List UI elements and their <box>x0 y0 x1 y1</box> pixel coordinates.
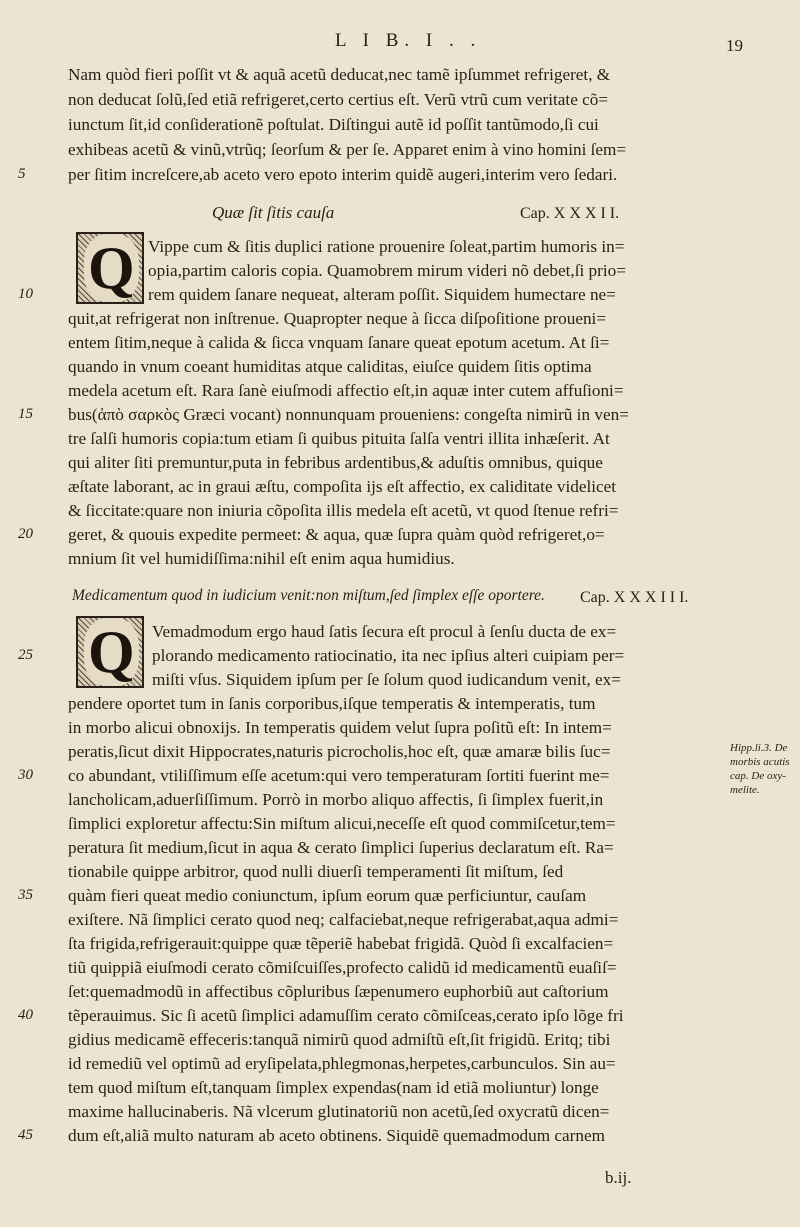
text-line: exhibeas acetũ & vinũ,vtrũq; ſeorſum & per ſe. Apparet enim à vino homini ſem= <box>68 140 627 159</box>
text-line: gidius medicamẽ effeceris:tanquã nimirũ quod admiſtũ eſt,ſit frigidũ. Eritq; tibi <box>68 1030 611 1049</box>
text-line: plorando medicamento ratiocinatio, ita nec ipſius alteri cuipiam per= <box>152 646 625 665</box>
section-heading: Quæ ſit ſitis cauſa <box>212 203 335 222</box>
text-line: tẽperauimus. Sic ſi acetũ ſimplici adamuſſim cerato cõmiſceas,cerato ipſo lõge fri <box>68 1006 624 1025</box>
chapter-label: Cap. X X X I I. <box>520 205 620 222</box>
text-line: dum eſt,aliã multo naturam ab aceto obtinens. Siquidẽ quemadmodum carnem <box>68 1126 605 1145</box>
line-number: 25 <box>18 647 33 663</box>
text-line: & ſiccitate:quare non iniuria cõpoſita illis medela eſt acetũ, vt quod ſtenue refri= <box>68 501 619 520</box>
text-line: per ſitim increſcere,ab aceto vero epoto interim quidẽ augeri,interim vero ſedari. <box>68 165 618 184</box>
text-line: quando in vnum coeant humiditas atque caliditas, eiuſce quidem ſitis optima <box>68 357 592 376</box>
text-line: iunctum ſit,id conſiderationẽ poſtulat. Diſtingui autẽ id poſſit tantũmodo,ſi cui <box>68 115 599 134</box>
text-line: quit,at refrigerat non inſtrenue. Quapropter neque à ſicca diſpoſitione proueni= <box>68 309 607 328</box>
line-number: 30 <box>18 767 33 783</box>
chapter-label: Cap. X X X I I I. <box>580 589 689 606</box>
margin-note: melite. <box>730 784 760 796</box>
text-line: geret, & quouis expedite permeet: & aqua, quæ ſupra quàm quòd refrigeret,o= <box>68 525 605 544</box>
text-line: non deducat ſolũ,ſed etiã refrigeret,certo certius eſt. Verũ vtrũ cum veritate cõ= <box>68 90 609 109</box>
line-number: 40 <box>18 1007 33 1023</box>
text-line: Vemadmodum ergo haud ſatis ſecura eſt procul à ſenſu ducta de ex= <box>152 622 617 641</box>
text-line: opia,partim caloris copia. Quamobrem mirum videri nõ debet,ſi prio= <box>148 261 626 280</box>
text-line: bus(ἀπὸ σαρκὸς Græci vocant) nonnunquam proueniens: congeſta nimirũ in ven= <box>68 405 629 424</box>
text-line: medela acetum eſt. Rara ſanè eiuſmodi affectio eſt,in aquæ inter cutem affuſioni= <box>68 381 624 400</box>
text-line: exiſtere. Nã ſimplici cerato quod neq; calfaciebat,neque refrigerabat,aqua admi= <box>68 910 619 929</box>
margin-note: Hipp.li.3. De <box>730 742 788 754</box>
text-line: in morbo alicui obnoxijs. In temperatis quidem velut ſupra poſitũ eſt: In intem= <box>68 718 612 737</box>
section-heading: Medicamentum quod in iudicium venit:non miſtum,ſed ſimplex eſſe oportere. <box>72 587 545 604</box>
line-number: 10 <box>18 286 33 302</box>
text-line: æſtate laborant, ac in graui æſtu, compoſita ijs eſt affectio, ex caliditate videlicet <box>68 477 617 496</box>
line-number: 20 <box>18 526 33 542</box>
text-line: rem quidem ſanare nequeat, alteram poſſit. Siquidem humectare ne= <box>148 285 616 304</box>
text-line: ſimplici exploretur affectu:Sin miſtum alicui,neceſſe eſt quod commiſcetur,tem= <box>68 814 616 833</box>
margin-note: morbis acutis <box>730 756 790 768</box>
catchword: b.ij. <box>605 1168 632 1187</box>
text-line: tionabile quippe arbitror, quod nulli diuerſi temperamenti ſit miſtum, ſed <box>68 862 564 881</box>
text-line: qui aliter ſiti premuntur,puta in febribus ardentibus,& aduſtis omnibus, quique <box>68 453 603 472</box>
text-line: tre ſalſi humoris copia:tum etiam ſi quibus pituita ſalſa ventri illita inhæſerit. At <box>68 429 610 448</box>
text-line: entem ſitim,neque à calida & ſicca vnquam ſanare queat epotum acetum. At ſi= <box>68 333 610 352</box>
text-line: ſta frigida,refrigerauit:quippe quæ tẽperiẽ habebat frigidã. Quòd ſi excalfacien= <box>68 934 614 953</box>
text-line: tem quod miſtum eſt,tanquam ſimplex expendas(nam id etiã moliuntur) longe <box>68 1078 599 1097</box>
text-line: maxime hallucinaberis. Nã vlcerum glutinatoriũ non acetũ,ſed oxycratũ dicen= <box>68 1102 610 1121</box>
line-number: 35 <box>18 887 33 903</box>
text-line: id remediũ vel optimũ ad eryſipelata,phlegmonas,herpetes,carbunculos. Sin au= <box>68 1054 616 1073</box>
text-line: ſet:quemadmodũ in affectibus cõpluribus ſæpenumero euphorbiũ aut caſtorium <box>68 982 609 1001</box>
folio-number: 19 <box>726 36 743 55</box>
line-number: 15 <box>18 406 33 422</box>
line-number: 45 <box>18 1127 33 1143</box>
text-line: pendere oportet tum in ſanis corporibus,iſque temperatis & intemperatis, tum <box>68 694 596 713</box>
text-line: quàm fieri queat medio coniunctum, ipſum eorum quæ perficiuntur, cauſam <box>68 886 587 905</box>
text-line: Vippe cum & ſitis duplici ratione prouenire ſoleat,partim humoris in= <box>148 237 625 256</box>
decorated-initial: Q <box>76 232 144 304</box>
text-line: Nam quòd fieri poſſit vt & aquã acetũ deducat,nec tamẽ ipſummet refrigeret, & <box>68 65 611 84</box>
text-line: co abundant, vtiliſſimum eſſe acetum:qui vero temperaturam ſortiti fuerint me= <box>68 766 610 785</box>
text-line: peratis,ſicut dixit Hippocrates,naturis picrocholis,hoc eſt, quæ amaræ bilis ſuc= <box>68 742 611 761</box>
text-line: mnium ſit vel humidiſſima:nihil eſt enim aqua humidius. <box>68 549 455 568</box>
running-head: L I B. I . . <box>335 30 482 51</box>
text-line: miſti vſus. Siquidem ipſum per ſe ſolum quod iudicandum venit, ex= <box>152 670 621 689</box>
decorated-initial: Q <box>76 616 144 688</box>
text-line: lancholicam,aduerſiſſimum. Porrò in morbo aliquo affectis, ſi ſimplex fuerit,in <box>68 790 604 809</box>
text-line: tiũ quippiã eiuſmodi cerato cõmiſcuiſſes,profecto calidũ id medicamentũ euaſiſ= <box>68 958 617 977</box>
margin-note: cap. De oxy- <box>730 770 786 782</box>
text-line: peratura ſit medium,ſicut in aqua & cerato ſimplici ſuperius declaratum eſt. Ra= <box>68 838 614 857</box>
line-number: 5 <box>18 166 26 182</box>
